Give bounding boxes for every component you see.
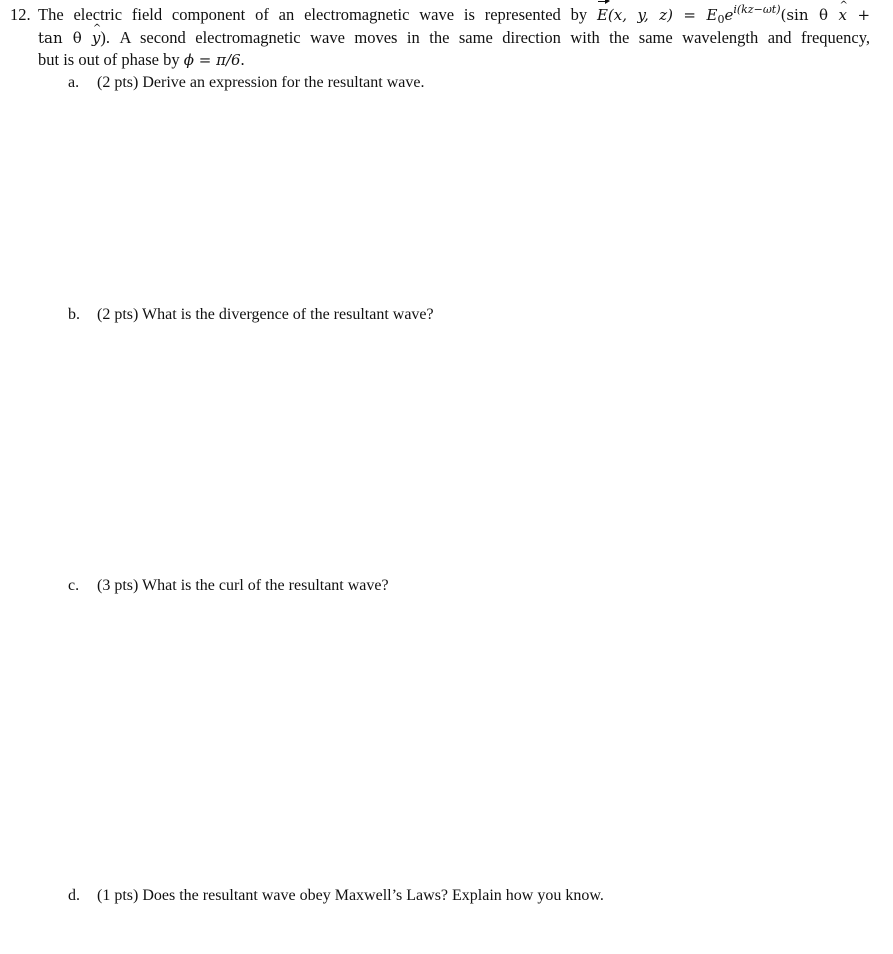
phase-expression: ϕ = π/6	[183, 51, 241, 69]
amplitude-symbol: E	[706, 6, 718, 24]
part-d-text: (1 pts) Does the resultant wave obey Maxwell’s Laws? Explain how you know.	[97, 887, 604, 904]
line2-text: ). A second electromagnetic wave moves in the same direction with the same wavelength and frequency,	[100, 27, 871, 47]
stem-line-2	[38, 27, 870, 50]
equation-args: (x, y, z) =	[607, 6, 707, 24]
stem-line-3	[38, 49, 870, 72]
exponent: i(kz−ωt)	[733, 3, 781, 16]
part-b-text: (2 pts) What is the divergence of the resultant wave?	[97, 306, 434, 323]
tan-theta: tan θ	[38, 28, 92, 47]
intro-text: The electric field component of an electromagnetic wave is represented by	[38, 5, 588, 24]
part-d-letter: d.	[68, 887, 80, 904]
problem-number: 12.	[10, 5, 31, 24]
problem-12	[10, 4, 870, 72]
part-d	[68, 886, 604, 906]
part-c-text: (3 pts) What is the curl of the resultant wave?	[97, 577, 389, 594]
part-b-letter: b.	[68, 306, 80, 323]
part-b	[68, 305, 434, 325]
tan-term	[38, 29, 100, 47]
part-c	[68, 576, 389, 596]
part-c-letter: c.	[68, 577, 80, 594]
exponential-base: e	[724, 6, 734, 24]
x-hat-symbol: x ^	[839, 4, 847, 27]
part-a-text: (2 pts) Derive an expression for the resultant wave.	[97, 74, 425, 91]
line3-text: but is out of phase by	[38, 50, 184, 69]
y-hat-symbol: y ^	[92, 27, 100, 50]
amplitude-subscript: 0	[717, 13, 725, 26]
problem-stem	[38, 4, 870, 72]
rhs-start: (sin θ	[780, 6, 839, 24]
field-equation	[596, 3, 871, 26]
part-a	[68, 73, 424, 93]
plus-sign: +	[846, 6, 871, 24]
line3-end: .	[240, 50, 245, 69]
part-a-letter: a.	[68, 74, 80, 91]
stem-line-1	[38, 4, 870, 27]
e-vector-symbol: E	[597, 4, 608, 27]
